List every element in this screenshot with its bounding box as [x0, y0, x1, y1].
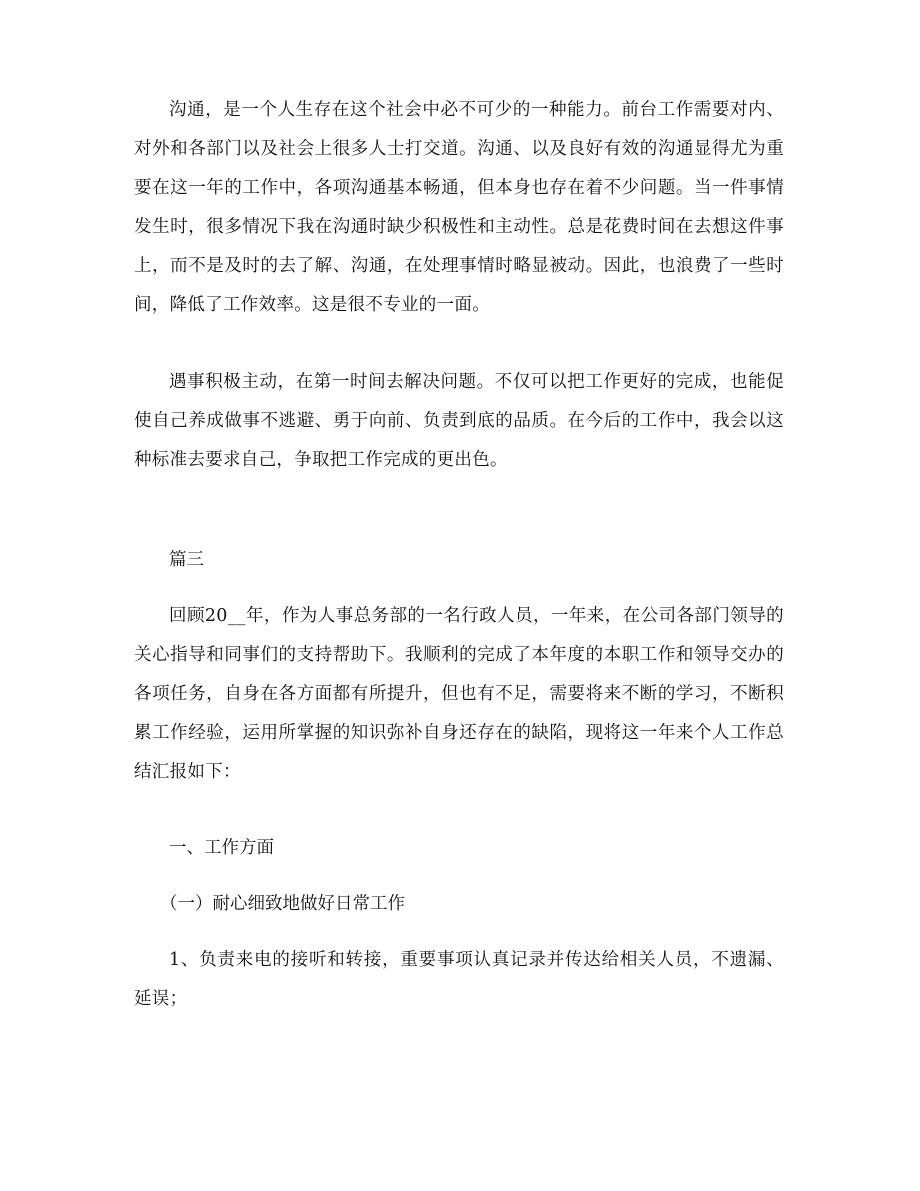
section-title: 篇三 [169, 550, 204, 570]
paragraph-review: 回顾20__年，作为人事总务部的一名行政人员，一年来，在公司各部门领导的关心指导和同事们的支持帮助下。我顺利的完成了本年度的本职工作和领导交办的各项任务，自身在各方面都有所提升，但也有不足，需要将来不断的学习，不断积累工作经验，运用所掌握的知识弥补自身还存在的缺陷，现将这一年来个人工作总结汇报如下： [134, 606, 784, 782]
heading-work-aspect: 一、工作方面 [169, 838, 274, 858]
paragraph-proactive: 遇事积极主动，在第一时间去解决问题。不仅可以把工作更好的完成，也能促使自己养成做事不逃避、勇于向前、负责到底的品质。在今后的工作中，我会以这种标准去要求自己，争取把工作完成的更出色。 [134, 372, 784, 470]
paragraph-communication: 沟通，是一个人生存在这个社会中必不可少的一种能力。前台工作需要对内、对外和各部门以及社会上很多人士打交道。沟通、以及良好有效的沟通显得尤为重要在这一年的工作中，各项沟通基本畅通，但本身也存在着不少问题。当一件事情发生时，很多情况下我在沟通时缺少积极性和主动性。总是花费时间在去想这件事上，而不是及时的去了解、沟通，在处理事情时略显被动。因此，也浪费了一些时间，降低了工作效率。这是很不专业的一面。 [134, 100, 784, 315]
list-item-phone: 1、负责来电的接听和转接，重要事项认真记录并传达给相关人员，不遗漏、延误； [134, 950, 784, 1009]
heading-daily-work: （一）耐心细致地做好日常工作 [160, 894, 405, 914]
